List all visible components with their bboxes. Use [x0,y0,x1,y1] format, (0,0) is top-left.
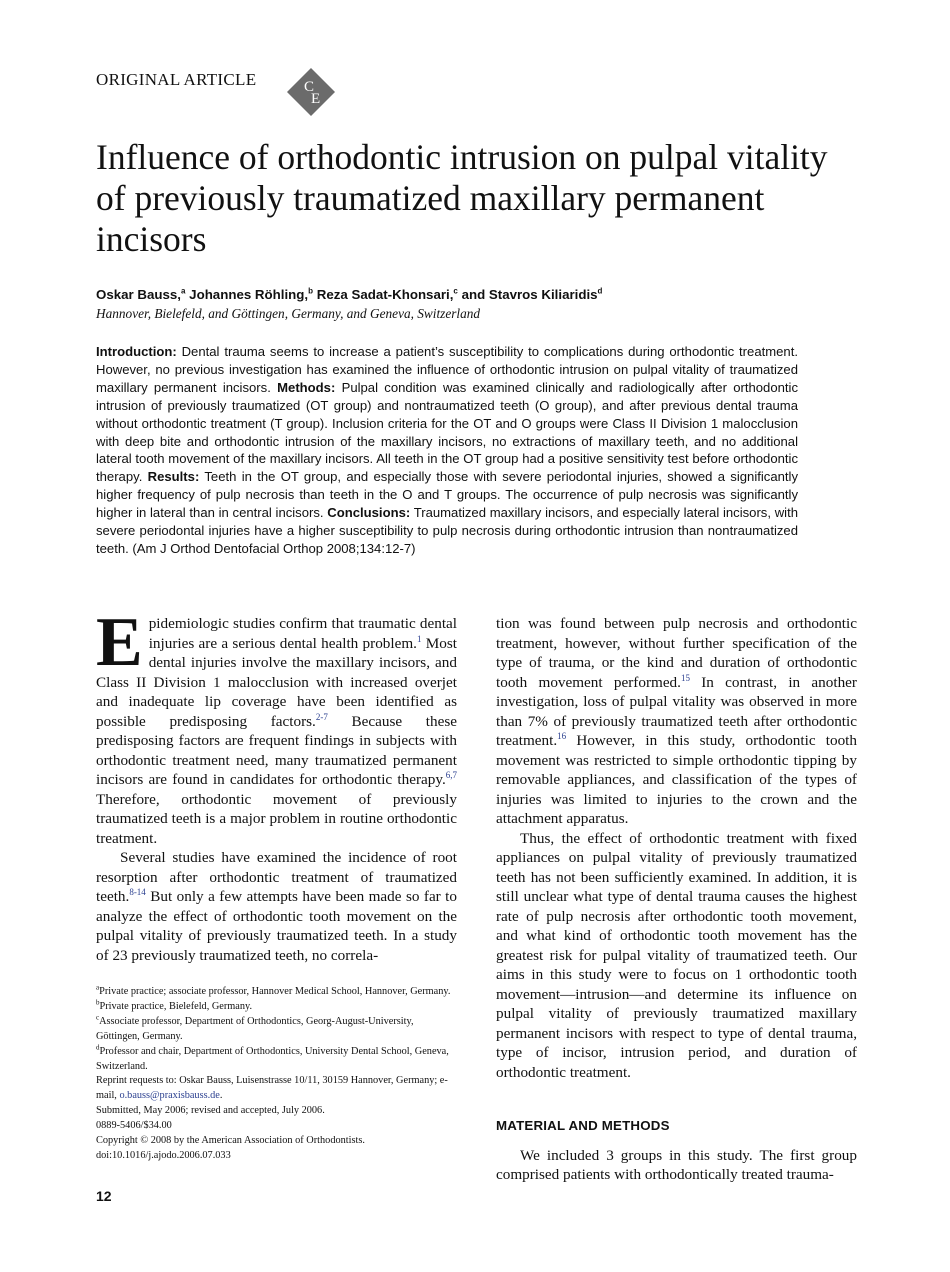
footnote: $^a$Private practice; associate professor, Hannover Medical School, Hannover, Germany. [96,983,451,997]
body-paragraph: We included 3 groups in this study. The first group comprised patients with orthodontically treated trauma- [496,1146,857,1183]
copyright: Copyright © 2008 by the American Association of Orthodontists. [96,1135,365,1147]
abstract-results-label: Results: [147,469,200,485]
citation-link[interactable]: 2-7 [315,711,328,722]
body-paragraph: Thus, the effect of orthodontic treatment with fixed appliances on pulpal vitality of previously traumatized teeth has not been sufficiently examined. In addition, it is still unclear what type of dental trauma causes the highest rate of pulp necrosis after orthodontic tooth movement, and what kind of orthodontic tooth movement has the greatest risk for pulpal vitality of traumatized teeth. Our aims in this study were to focus on 1 orthodontic tooth movement—intrusion—and determine its influence on pulpal vitality of previously traumatized maxillary permanent incisors with respect to type of dental trauma, type of incisor, intrusion period, and duration of orthodontic treatment. [496,829,857,1081]
abstract-methods-label: Methods: [277,379,336,395]
affiliation: Hannover, Bielefeld, and Göttingen, Germany, and Geneva, Switzerland [96,306,481,321]
drop-cap: E [96,604,143,681]
issn: 0889-5406/$34.00 [96,1120,172,1132]
author-list: Oskar Bauss,$^a$ Johannes Röhling,$^b$ Reza Sadat-Khonsari,$^c$ and Stavros Kiliaridis$^d$ [96,286,603,302]
email-link[interactable]: o.bauss@praxisbauss.de [119,1090,220,1102]
section-heading: MATERIAL AND METHODS [496,1118,670,1133]
section-label: ORIGINAL ARTICLE [96,70,257,89]
citation-link[interactable]: 16 [557,730,567,741]
page-number: 12 [96,1188,112,1204]
ce-badge-c: C [304,79,315,95]
article-title: Influence of orthodontic intrusion on pulpal vitality of previously traumatized maxillary permanent incisors [96,137,828,259]
citation-link[interactable]: 15 [680,672,690,683]
ce-badge-icon [285,66,337,118]
author-name: and Stavros Kiliaridis [461,287,598,302]
doi: doi:10.1016/j.ajodo.2006.07.033 [96,1149,231,1161]
submission-dates: Submitted, May 2006; revised and accepted, July 2006. [96,1105,325,1117]
author-name: Oskar Bauss, [96,287,182,302]
footnotes [96,985,457,1164]
body-paragraph: tion was found between pulp necrosis and orthodontic treatment, however, without further specification of the type of trauma, or the kind and duration of orthodontic tooth movement performed.$^{15}$ In contrast, in another investigation, loss of pulpal vitality was observed in more than 7% of previously traumatized teeth after orthodontic treatment.$^{16}$ However, in this study, orthodontic tooth movement was restricted to simple orthodontic tipping by removable appliances, and classification of the types of injuries was limited to injuries to the crown and the attachment apparatus. [496,615,857,827]
body-column-right [496,614,857,1185]
body-paragraph: Several studies have examined the incidence of root resorption after orthodontic treatment of traumatized teeth.$^{8-14}$ But only a few attempts have been made so far to analyze the effect of orthodontic tooth movement on the pulpal vitality of previously traumatized teeth. In a study of 23 previously traumatized teeth, no correla- [96,849,457,964]
reprint-note: Reprint requests to: Oskar Bauss, Luisenstrasse 10/11, 30159 Hannover, Germany; e-mail, o.bauss@praxisbauss.de. [96,1075,448,1102]
footnote: $^d$Professor and chair, Department of Orthodontics, University Dental School, Geneva, Switzerland. [96,1043,449,1072]
ce-badge-e: E [311,91,321,107]
body-paragraph: Epidemiologic studies confirm that traumatic dental injuries are a serious dental health problem.$^1$ Most dental injuries involve the maxillary incisors, and Class II Division 1 malocclusion with increased overjet and inadequate lip coverage have been identified as possible predisposing factors.$^{2-7}$ Because these predisposing factors are frequent findings in subjects with orthodontic treatment need, many traumatized permanent incisors are found in candidates for orthodontic therapy.$^{6,7}$ Therefore, orthodontic movement of previously traumatized teeth is a major problem in routine orthodontic treatment. [96,604,457,847]
abstract-conclusions-label: Conclusions: [327,505,411,521]
citation-link[interactable]: 6,7 [445,769,457,780]
footnote: $^b$Private practice, Bielefeld, Germany. [96,998,253,1012]
abstract-intro-label: Introduction: [96,344,177,359]
citation-link[interactable]: 8-14 [129,886,146,897]
author-name: Reza Sadat-Khonsari, [316,287,454,302]
footnote: $^c$Associate professor, Department of Orthodontics, Georg-August-University, Göttingen, Germany. [96,1013,414,1042]
author-name: Johannes Röhling, [189,287,309,302]
body-column-left [96,604,457,965]
abstract: Introduction: Dental trauma seems to increase a patient’s susceptibility to complications during orthodontic treatment. However, no previous investigation has examined the influence of orthodontic intrusion on pulpal vitality of traumatized maxillary permanent incisors. Methods: Pulpal condition was examined clinically and radiologically after orthodontic intrusion of previously traumatized (OT group) and nontraumatized teeth (O group), and after previous dental trauma without orthodontic treatment (T group). Inclusion criteria for the OT and O groups were Class II Division 1 malocclusion with deep bite and orthodontic intrusion of the maxillary incisors, no extractions of maxillary teeth, and no additional lateral tooth movement of the maxillary incisors. All teeth in the OT group had a positive sensitivity test before orthodontic therapy. Results: Teeth in the OT group, and especially those with severe periodontal injuries, showed a significantly higher frequency of pulp necrosis than teeth in the O and T groups. The occurrence of pulp necrosis was significantly higher in lateral than in central incisors. Conclusions: Traumatized maxillary incisors, and especially lateral incisors, with severe periodontal injuries have a higher susceptibility to pulp necrosis during orthodontic intrusion than nontraumatized teeth. (Am J Orthod Dentofacial Orthop 2008;134:12-7) [96,344,798,556]
citation-link[interactable]: 1 [416,633,422,644]
